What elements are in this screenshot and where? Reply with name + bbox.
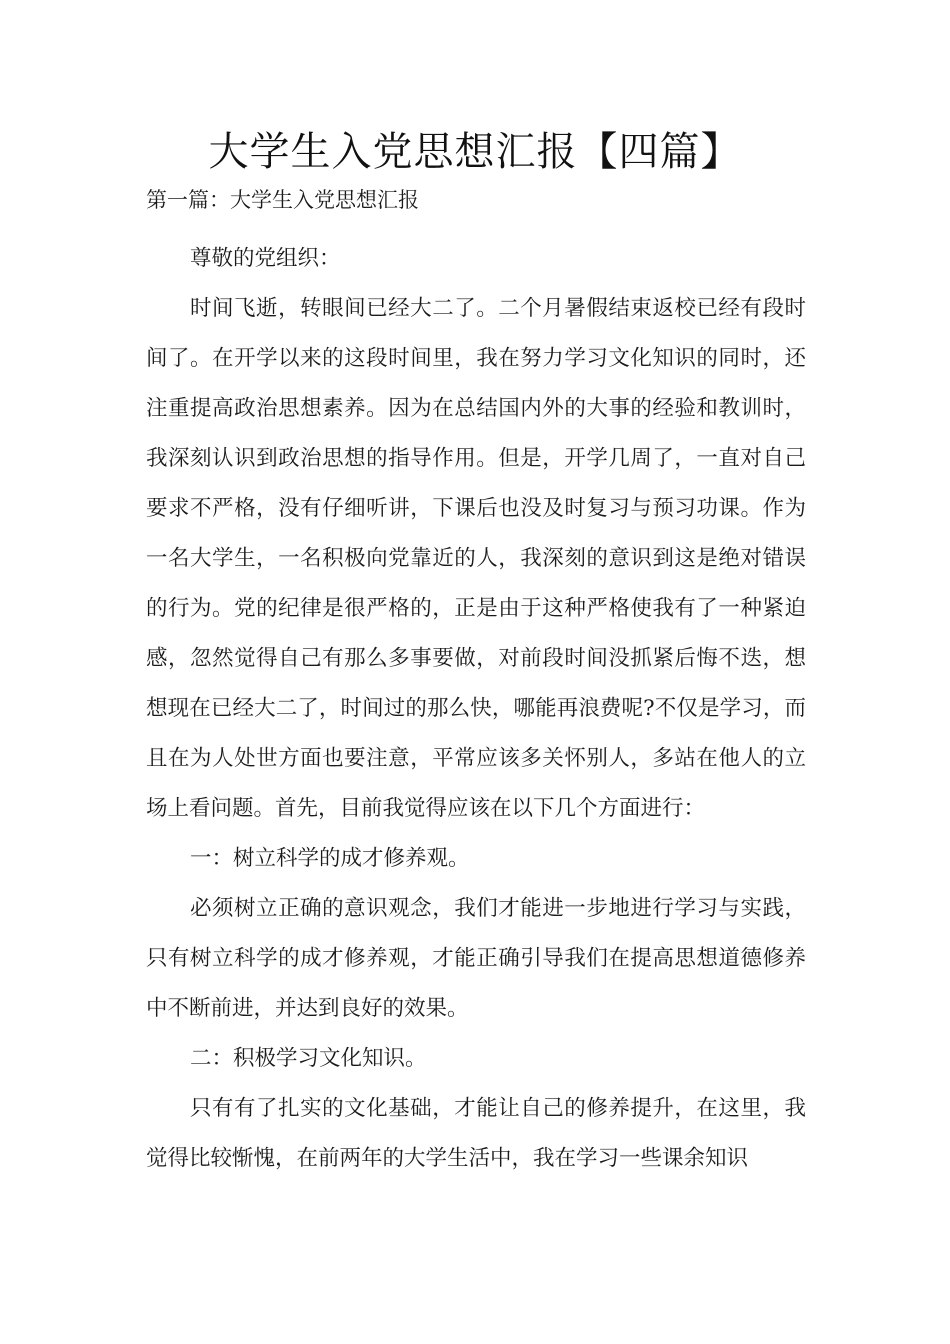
paragraph: 时间飞逝，转眼间已经大二了。二个月暑假结束返校已经有段时间了。在开学以来的这段时间里，我在努力学习文化知识的同时，还注重提高政治思想素养。因为在总结国内外的大事的经验和教训时，我深刻认识到政治思想的指导作用。但是，开学几周了，一直对自己要求不严格，没有仔细听讲，下课后也没及时复习与预习功课。作为一名大学生，一名积极向党靠近的人，我深刻的意识到这是绝对错误的行为。党的纪律是很严格的，正是由于这种严格使我有了一种紧迫感，忽然觉得自己有那么多事要做，对前段时间没抓紧后悔不迭，想想现在已经大二了，时间过的那么快，哪能再浪费呢?不仅是学习，而且在为人处世方面也要注意，平常应该多关怀别人，多站在他人的立场上看问题。首先，目前我觉得应该在以下几个方面进行： [146, 296, 806, 821]
document-body [146, 234, 806, 1184]
document-title: 大学生入党思想汇报【四篇】 [208, 129, 742, 175]
paragraph: 必须树立正确的意识观念，我们才能进一步地进行学习与实践，只有树立科学的成才修养观，才能正确引导我们在提高思想道德修养中不断前进，并达到良好的效果。 [146, 896, 806, 1021]
salutation: 尊敬的党组织： [190, 246, 341, 271]
section-heading: 二：积极学习文化知识。 [190, 1046, 427, 1071]
section-heading: 一：树立科学的成才修养观。 [190, 846, 470, 871]
document-subtitle: 第一篇：大学生入党思想汇报 [146, 188, 419, 212]
paragraph: 只有有了扎实的文化基础，才能让自己的修养提升，在这里，我觉得比较惭愧，在前两年的大学生活中，我在学习一些课余知识 [146, 1096, 806, 1171]
